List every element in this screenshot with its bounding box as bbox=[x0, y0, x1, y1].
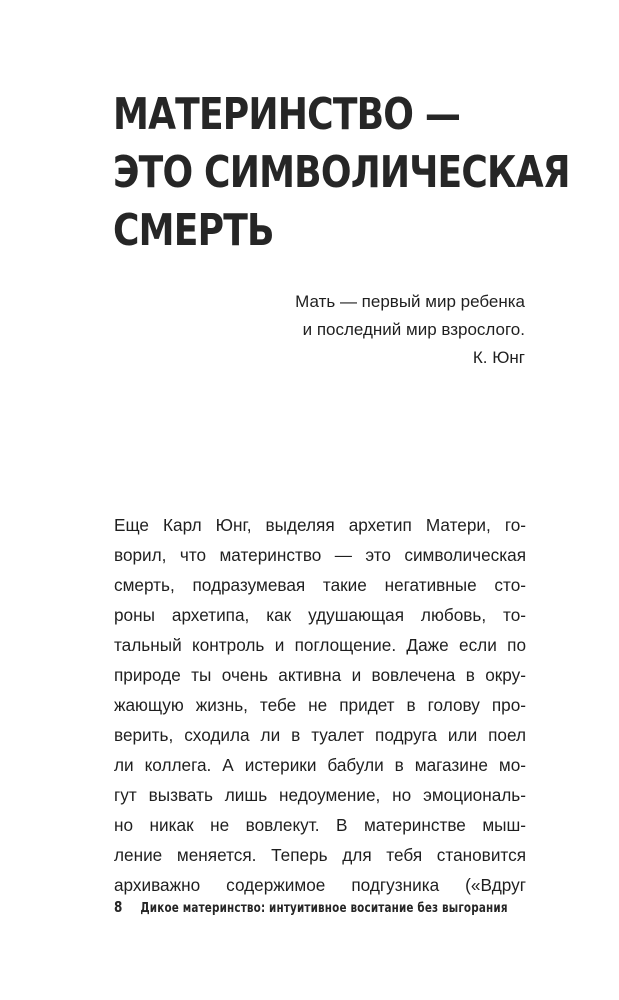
body-text-line: жающую жизнь, тебе не придет в голову про- bbox=[114, 695, 526, 715]
epigraph-line: и последний мир взрослого. bbox=[302, 320, 525, 339]
body-text-line: Еще Карл Юнг, выделяя архетип Матери, го- bbox=[114, 515, 526, 535]
page-number: 8 bbox=[114, 898, 123, 916]
chapter-title-line: ЭТО СИМВОЛИЧЕСКАЯ bbox=[113, 147, 570, 198]
body-text-line: природе ты очень активна и вовлечена в окру- bbox=[114, 665, 526, 685]
body-text-line: архиважно содержимое подгузника («Вдруг bbox=[114, 875, 526, 895]
body-text-line: гут вызвать лишь недоумение, но эмоциональ- bbox=[114, 785, 526, 805]
chapter-title-line: МАТЕРИНСТВО — bbox=[113, 89, 461, 140]
epigraph-author: К. Юнг bbox=[472, 348, 525, 367]
body-text-line: но никак не вовлекут. В материнстве мыш- bbox=[114, 815, 526, 835]
chapter-title bbox=[113, 86, 570, 260]
epigraph-line: Мать — первый мир ребенка bbox=[295, 292, 525, 311]
running-head: Дикое материнство: интуитивное воситание без выгорания bbox=[140, 901, 508, 916]
body-text-line: роны архетипа, как удушающая любовь, то- bbox=[114, 605, 526, 625]
body-text-line: тальный контроль и поглощение. Даже если по bbox=[114, 635, 526, 655]
body-text-line: ление меняется. Теперь для тебя становится bbox=[114, 845, 526, 865]
body-text-line: ворил, что материнство — это символическая bbox=[114, 545, 526, 565]
body-text-line: ли коллега. А истерики бабули в магазине мо- bbox=[114, 755, 526, 775]
epigraph bbox=[205, 288, 525, 372]
body-text-line: верить, сходила ли в туалет подруга или поел bbox=[114, 725, 526, 745]
body-text-line: смерть, подразумевая такие негативные сто- bbox=[114, 575, 526, 595]
body-paragraph bbox=[114, 510, 526, 900]
chapter-title-line: СМЕРТЬ bbox=[113, 205, 274, 256]
page-footer bbox=[114, 897, 508, 919]
